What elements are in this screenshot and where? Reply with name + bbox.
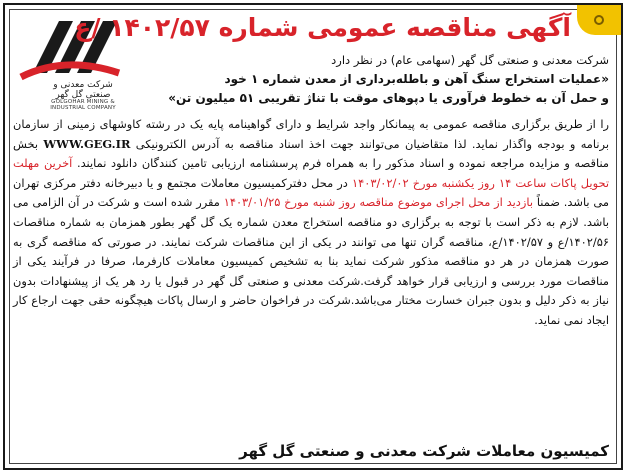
intro-line: شرکت معدنی و صنعتی گل گهر (سهامی عام) در نظر دارد (331, 53, 609, 67)
deadline-text: آخرین مهلت تحویل پاکات ساعت ۱۴ روز یکشنبه مورخ ۱۴۰۳/۰۲/۰۲ (13, 156, 609, 190)
notice-body (13, 115, 609, 331)
notice-title: آگهی مناقصه عمومی شماره ۱۴۰۲/۵۷ /ع (74, 13, 571, 42)
website-link[interactable]: WWW.GEG.IR (43, 136, 131, 151)
notice-frame (3, 3, 623, 470)
body-part-b: بخش مناقصه و مزایده مراجعه نموده و اسناد مذکور را به همراه فرم پرسشنامه ارزیابی تامین کنندگان دانلود نمایند. (13, 136, 609, 171)
body-part-c: در محل دفترکمیسیون معاملات مجتمع و یا دبیرخانه دفتر مرکزی تهران می باشد. ضمناً (13, 175, 609, 210)
body-part-a: را از طریق برگزاری مناقصه عمومی به پیمانکار واجد شرایط و دارای گواهینامه پایه یک در رشته کاوشهای زمینی از سازمان برنامه و بودجه واگذار نماید. لذا متقاضیان می‌توانند جهت اخذ اسناد مناقصه به آدرس الکترونیکی (13, 117, 609, 151)
operation-line-1: «عملیات استخراج سنگ آهن و باطله‌برداری از معدن شماره ۱ خود (224, 72, 609, 86)
signature-line: کمیسیون معاملات شرکت معدنی و صنعتی گل گهر (239, 442, 609, 460)
logo-name-fa: شرکت معدنی و صنعتی گل گهر (53, 80, 113, 100)
body-part-d: مقرر شده است و شرکت در آن الزامی می باشد. لازم به ذکر است با توجه به برگزاری دو مناقصه استخراج معدن شماره یک گل گهر بطور همزمان به شماره مناقصات ۱۴۰۲/۵۶/ع و ۱۴۰۲/۵۷/ع، مناقصه گران تنها می توانند در یکی از این مناقصات شرکت نمایند. در صورتی که مناقصه گری به صورت همزمان در هر دو مناقصه مذکور شرکت نماید بنا به تشخیص کمیسیون معاملات کارفرما، صرفا در فرآیند یکی از مناقصات مورد بررسی و ارزیابی قرار خواهد گرفت.شرکت معدنی و صنعتی گل گهر در قبول یا رد هر یک از پیشنهادات بدون نیاز به ذکر دلیل و بدون جبران خسارت مختار می‌باشد.شرکت در فراخوان حاضر و ارسال پاکات هیچگونه حقی جهت ارجاع کار ایجاد نمی نماید. (13, 195, 609, 327)
badge-dot-icon (594, 15, 604, 25)
site-visit-text: بازدید از محل اجرای موضوع مناقصه روز شنبه مورخ ۱۴۰۳/۰۱/۲۵ (223, 195, 533, 210)
logo-name-en: GOLGOHAR MINING & INDUSTRIAL COMPANY (50, 99, 116, 111)
corner-badge (577, 5, 621, 35)
operation-line-2: و حمل آن به خطوط فرآوری یا دپوهای موقت با تناژ تقریبی ۵۱ میلیون تن» (168, 91, 609, 105)
